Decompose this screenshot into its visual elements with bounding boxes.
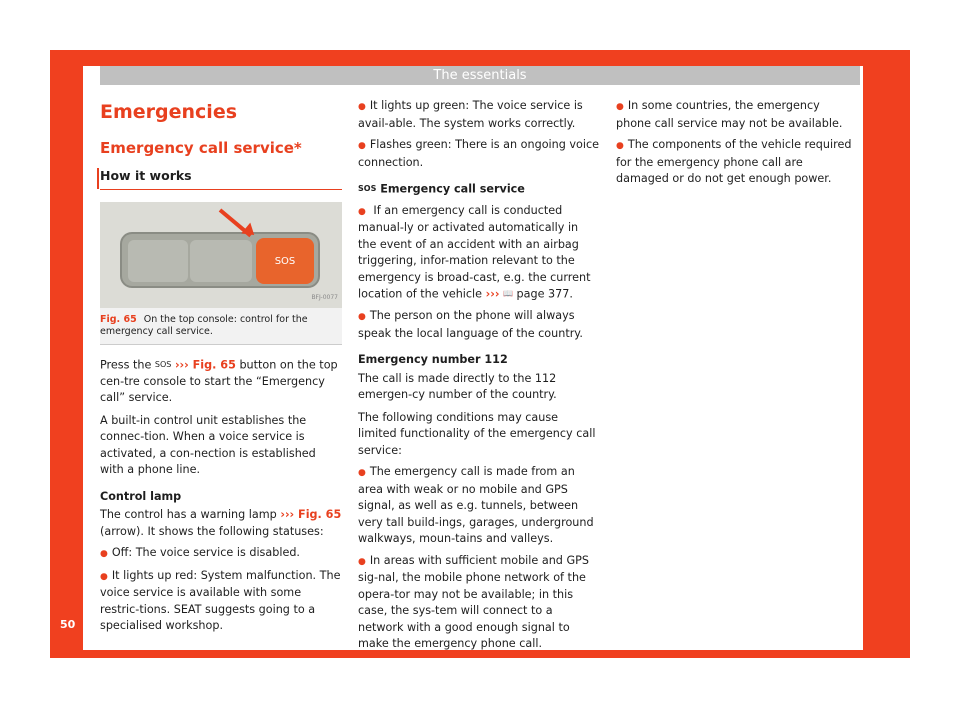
subheading-text: Emergency call service: [380, 182, 525, 196]
column-3: [616, 98, 858, 188]
figure-link[interactable]: ››› Fig. 65: [174, 358, 236, 372]
bullet-item: ● It lights up green: The voice service is avail-able. The system works correctly.: [358, 98, 600, 132]
bullet-item: ● The components of the vehicle required for the emergency phone call are damaged or do not get enough power.: [616, 137, 858, 188]
bullet-item: [358, 203, 600, 303]
console-segment: [128, 240, 188, 282]
text: (arrow). It shows the following statuses:: [100, 524, 324, 538]
topic-heading: How it works: [100, 168, 342, 190]
text: button on the top cen-tre console to start the “Emergency call” service.: [100, 358, 338, 405]
sos-icon: SOS: [358, 184, 377, 193]
page-link[interactable]: ›››: [485, 287, 500, 301]
console-segment: [190, 240, 252, 282]
subsection-title: Emergency call service*: [100, 139, 302, 157]
sos-icon: SOS: [154, 360, 172, 369]
paragraph: The following conditions may cause limited functionality of the emergency call service:: [358, 410, 596, 457]
paragraph: A built-in control unit establishes the connec-tion. When a voice service is activated, a con-nection is established with a phone line.: [100, 413, 316, 477]
bullet-item: ● Flashes green: There is an ongoing voice connection.: [358, 137, 600, 171]
paragraph: [100, 507, 342, 540]
figure-code: BFJ-0077: [311, 293, 338, 301]
paragraph: The call is made directly to the 112 emergen-cy number of the country.: [358, 371, 557, 401]
page-reference: page 377.: [516, 287, 573, 301]
figure-label: Fig. 65: [100, 314, 137, 325]
text: If an emergency call is conducted manual-ly or activated automatically in the event of an accident with an airbag triggering, infor-mation relevant to the emergency is broad-cast, e.g. the current location of the vehicle: [358, 203, 591, 301]
sos-label: SOS: [274, 256, 296, 267]
figure-65: [100, 202, 342, 345]
subheading: Emergency number 112: [358, 353, 508, 366]
page-number: 50: [60, 618, 76, 631]
book-icon: 📖: [503, 289, 513, 299]
paragraph: [100, 357, 342, 407]
text: Press the: [100, 358, 152, 372]
bullet-item: ● In areas with sufficient mobile and GPS sig-nal, the mobile phone network of the opera-tor may not be available; in this case, the sys-tem will connect to a network with a good enough signal to make the emergency phone call.: [358, 553, 600, 653]
figure-caption: [100, 308, 342, 344]
column-1: [100, 98, 342, 635]
bullet-item: ● It lights up red: System malfunction. The voice service is available with some restric-tions. SEAT suggests going to a specialised workshop.: [100, 568, 342, 635]
top-console: [120, 232, 320, 288]
console-image: [100, 202, 342, 308]
column-2: [358, 98, 600, 653]
subheading: Control lamp: [100, 489, 182, 503]
text: The control has a warning lamp: [100, 508, 277, 522]
bullet-item: ● In some countries, the emergency phone call service may not be available.: [616, 98, 858, 132]
subheading: [358, 181, 600, 198]
bullet-item: ● Off: The voice service is disabled.: [100, 545, 342, 563]
caption-text: On the top console: control for the emergency call service.: [100, 314, 308, 337]
header-title: The essentials: [100, 66, 860, 85]
bullet-item: ● The emergency call is made from an area with weak or no mobile and GPS signal, as well as e.g. tunnels, between very tall build-ings, garages, underground walkways, moun-tains and valleys.: [358, 464, 600, 548]
figure-link[interactable]: ››› Fig. 65: [280, 508, 342, 522]
bullet-item: ● The person on the phone will always speak the local language of the country.: [358, 308, 600, 342]
section-title: Emergencies: [100, 101, 238, 123]
sos-button: [256, 238, 314, 284]
